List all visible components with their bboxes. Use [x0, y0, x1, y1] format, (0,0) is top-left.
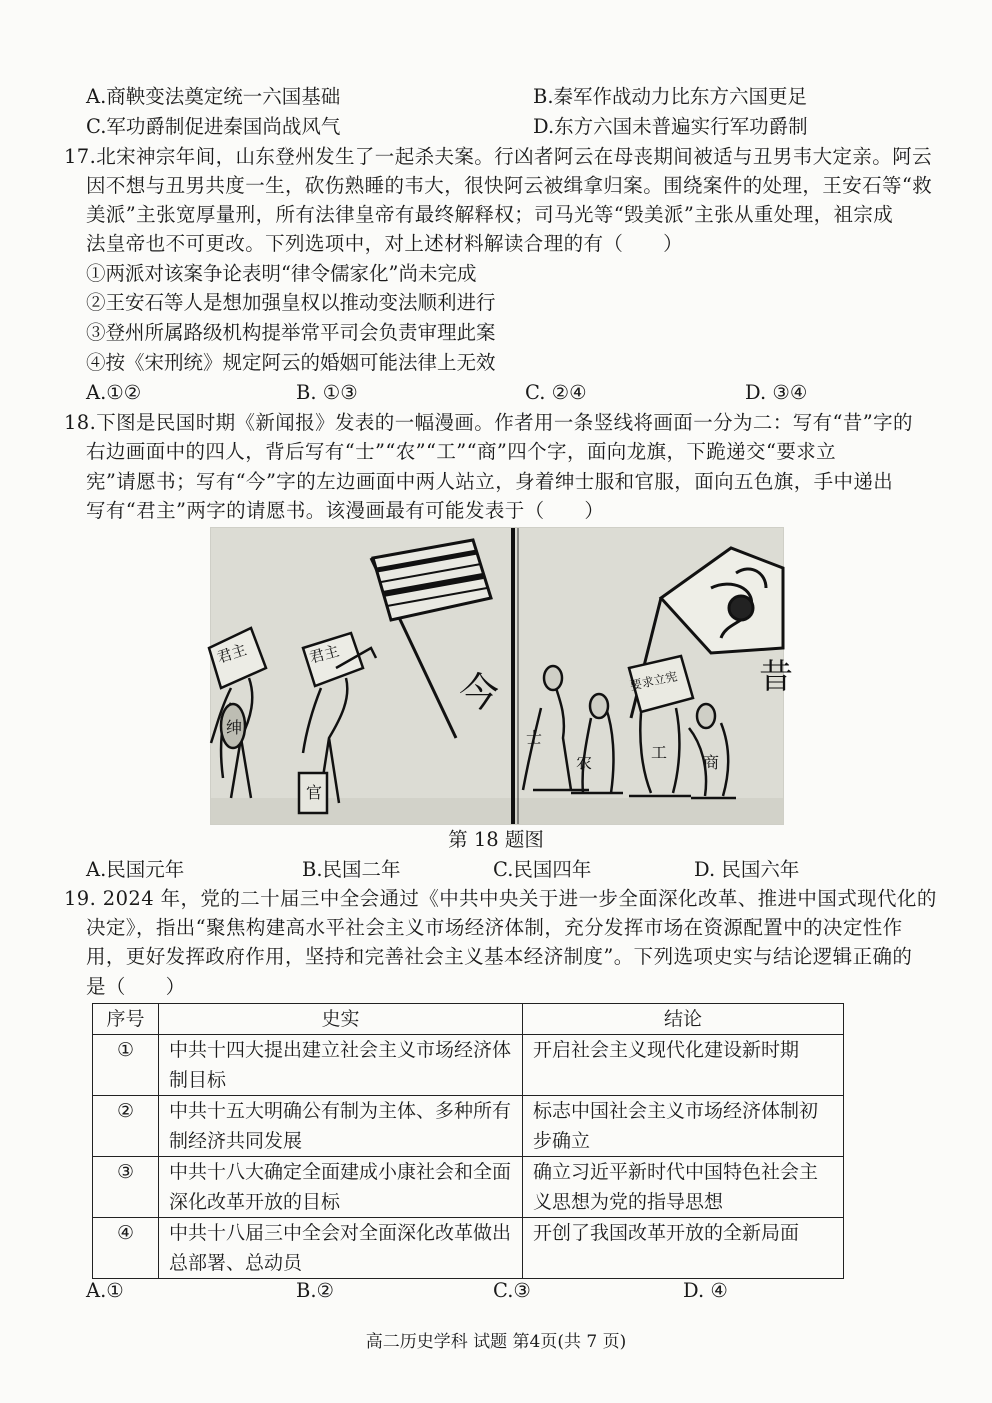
- q16-option-c: C.军功爵制促进秦国尚战风气: [86, 115, 341, 138]
- q16-option-b: B.秦军作战动力比东方六国更足: [533, 85, 808, 108]
- q19-option-c: C.③: [493, 1279, 531, 1302]
- q18-stem-line: 写有“君主”两字的请愿书。该漫画最有可能发表于（ ）: [86, 499, 605, 522]
- cartoon-char-shen: 绅: [226, 718, 243, 737]
- cartoon-char-guan: 官: [306, 783, 323, 802]
- cartoon-char-jin: 今: [459, 670, 499, 716]
- figure-caption: 第 18 题图: [448, 828, 544, 851]
- table-cell-conclusion: 开启社会主义现代化建设新时期: [523, 1035, 844, 1096]
- cartoon-char-shang: 商: [703, 753, 720, 772]
- q17-option-d: D. ③④: [745, 381, 808, 404]
- q18-option-c: C.民国四年: [493, 858, 592, 881]
- q18-stem-line: 18.下图是民国时期《新闻报》发表的一幅漫画。作者用一条竖线将画面一分为二：写有“昔”字的: [64, 411, 913, 434]
- table-header: 结论: [523, 1004, 844, 1035]
- q16-option-d: D.东方六国未普遍实行军功爵制: [533, 115, 808, 138]
- table-cell-no: ③: [93, 1157, 159, 1218]
- q17-stem-line: 美派”主张宽厚量刑，所有法律皇帝有最终解释权；司马光等“毁美派”主张从重处理，祖宗成: [86, 203, 894, 226]
- table-cell-no: ④: [93, 1218, 159, 1279]
- q17-item-3: ③登州所属路级机构提举常平司会负责审理此案: [86, 321, 496, 344]
- table-row: [93, 1218, 844, 1279]
- q17-option-b: B. ①③: [296, 381, 358, 404]
- q18-stem-line: 宪”请愿书；写有“今”字的左边画面中两人站立，身着绅士服和官服，面向五色旗，手中递出: [86, 470, 894, 493]
- q18-option-a: A.民国元年: [86, 858, 185, 881]
- q19-option-b: B.②: [296, 1279, 335, 1302]
- table-row: [93, 1157, 844, 1218]
- cartoon-petition-left: 君主: [214, 640, 249, 667]
- q19-stem-line: 19. 2024 年，党的二十届三中全会通过《中共中央关于进一步全面深化改革、推进中国式现代化的: [64, 887, 937, 910]
- q19-option-a: A.①: [86, 1279, 124, 1302]
- q17-stem-line: 因不想与丑男共度一生，砍伤熟睡的韦大，很快阿云被缉拿归案。围绕案件的处理，王安石等“救: [86, 174, 933, 197]
- cartoon-petition-constitution: 要求立宪: [628, 669, 679, 693]
- table-header-row: [93, 1004, 844, 1035]
- q18-stem-line: 右边画面中的四人，背后写有“士”“农”“工”“商”四个字，面向龙旗，下跪递交“要求立: [86, 440, 837, 463]
- q17-item-2: ②王安石等人是想加强皇权以推动变法顺利进行: [86, 291, 496, 314]
- table-cell-conclusion: 确立习近平新时代中国特色社会主义思想为党的指导思想: [523, 1157, 844, 1218]
- table-cell-no: ②: [93, 1096, 159, 1157]
- table-row: [93, 1035, 844, 1096]
- cartoon-char-shi: 士: [526, 728, 543, 747]
- table-cell-fact: 中共十五大明确公有制为主体、多种所有制经济共同发展: [159, 1096, 523, 1157]
- table-cell-fact: 中共十八大确定全面建成小康社会和全面深化改革开放的目标: [159, 1157, 523, 1218]
- table-header: 史实: [159, 1004, 523, 1035]
- table-row: [93, 1096, 844, 1157]
- table-cell-no: ①: [93, 1035, 159, 1096]
- cartoon-char-nong: 农: [576, 753, 593, 772]
- table-cell-conclusion: 标志中国社会主义市场经济体制初步确立: [523, 1096, 844, 1157]
- q19-stem-line: 是（ ）: [86, 975, 186, 998]
- table-cell-fact: 中共十四大提出建立社会主义市场经济体制目标: [159, 1035, 523, 1096]
- q16-option-a: A.商鞅变法奠定统一六国基础: [86, 85, 341, 108]
- q18-option-b: B.民国二年: [302, 858, 401, 881]
- q17-option-c: C. ②④: [525, 381, 587, 404]
- q18-option-d: D. 民国六年: [694, 858, 800, 881]
- q17-item-1: ①两派对该案争论表明“律令儒家化”尚未完成: [86, 262, 477, 285]
- table-cell-fact: 中共十八届三中全会对全面深化改革做出总部署、总动员: [159, 1218, 523, 1279]
- page-footer: 高二历史学科 试题 第4页(共 7 页): [365, 1332, 627, 1352]
- cartoon-petition-right: 君主: [307, 641, 342, 667]
- cartoon-char-xi: 昔: [759, 657, 793, 697]
- cartoon-figure: [210, 527, 793, 825]
- table-header: 序号: [93, 1004, 159, 1035]
- q17-stem-line: 17.北宋神宗年间，山东登州发生了一起杀夫案。行凶者阿云在母丧期间被适与丑男韦大定亲。阿云: [64, 145, 933, 168]
- cartoon-char-gong: 工: [651, 743, 668, 762]
- q19-option-d: D. ④: [683, 1279, 728, 1302]
- q17-item-4: ④按《宋刑统》规定阿云的婚姻可能法律上无效: [86, 351, 496, 374]
- q19-stem-line: 用，更好发挥政府作用，坚持和完善社会主义基本经济制度”。下列选项史实与结论逻辑正确的: [86, 945, 913, 968]
- table-cell-conclusion: 开创了我国改革开放的全新局面: [523, 1218, 844, 1279]
- cartoon-drawing: [211, 528, 793, 824]
- q17-stem-line: 法皇帝也不可更改。下列选项中，对上述材料解读合理的有（ ）: [86, 232, 684, 255]
- q19-stem-line: 决定》，指出“聚焦构建高水平社会主义市场经济体制，充分发挥市场在资源配置中的决定性作: [86, 916, 903, 939]
- q19-table: [92, 1003, 844, 1279]
- q17-option-a: A.①②: [86, 381, 142, 404]
